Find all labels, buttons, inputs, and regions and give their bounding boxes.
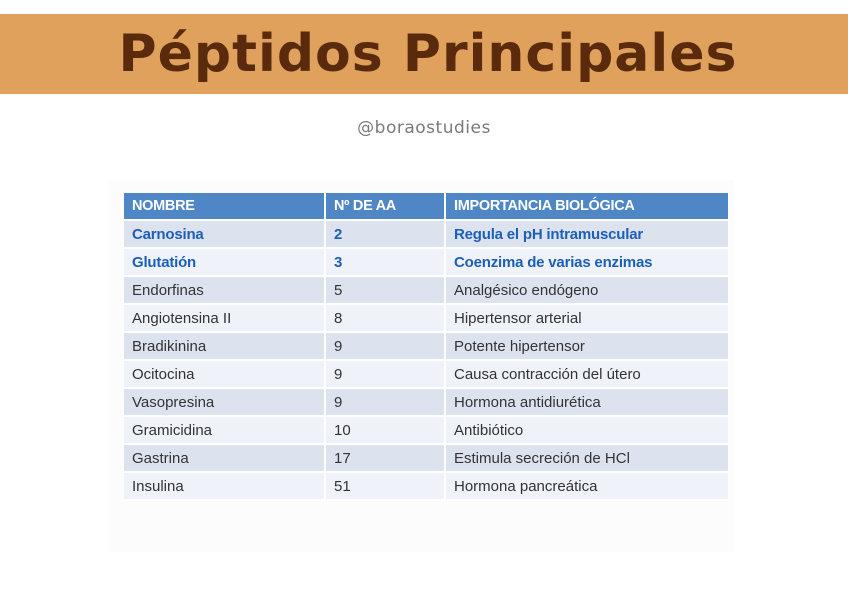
page-title: Péptidos Principales xyxy=(118,24,738,84)
cell-name: Carnosina xyxy=(124,221,326,249)
cell-name: Bradikinina xyxy=(124,333,326,361)
table-row xyxy=(124,249,728,277)
cell-aa-count: 9 xyxy=(326,389,446,417)
header-name: NOMBRE xyxy=(124,193,326,221)
cell-name: Ocitocina xyxy=(124,361,326,389)
table-row xyxy=(124,445,728,473)
cell-aa-count: 17 xyxy=(326,445,446,473)
cell-importance: Regula el pH intramuscular xyxy=(446,221,728,249)
cell-importance: Antibiótico xyxy=(446,417,728,445)
table-row xyxy=(124,389,728,417)
cell-aa-count: 9 xyxy=(326,333,446,361)
cell-name: Gastrina xyxy=(124,445,326,473)
header-aa-count: Nº DE AA xyxy=(326,193,446,221)
cell-importance: Estimula secreción de HCl xyxy=(446,445,728,473)
cell-importance: Analgésico endógeno xyxy=(446,277,728,305)
cell-aa-count: 9 xyxy=(326,361,446,389)
table-row xyxy=(124,417,728,445)
author-credit: @boraostudies xyxy=(357,118,491,138)
cell-name: Gramicidina xyxy=(124,417,326,445)
cell-aa-count: 8 xyxy=(326,305,446,333)
peptides-table xyxy=(124,193,728,501)
table-row xyxy=(124,361,728,389)
cell-name: Glutatión xyxy=(124,249,326,277)
cell-importance: Potente hipertensor xyxy=(446,333,728,361)
cell-importance: Coenzima de varias enzimas xyxy=(446,249,728,277)
cell-importance: Hipertensor arterial xyxy=(446,305,728,333)
cell-importance: Hormona antidiurética xyxy=(446,389,728,417)
table-row xyxy=(124,305,728,333)
header-importance: IMPORTANCIA BIOLÓGICA xyxy=(446,193,728,221)
table-row xyxy=(124,277,728,305)
cell-aa-count: 5 xyxy=(326,277,446,305)
cell-aa-count: 3 xyxy=(326,249,446,277)
cell-name: Insulina xyxy=(124,473,326,501)
cell-aa-count: 51 xyxy=(326,473,446,501)
table-container xyxy=(108,180,734,552)
cell-importance: Hormona pancreática xyxy=(446,473,728,501)
table-row xyxy=(124,221,728,249)
cell-aa-count: 10 xyxy=(326,417,446,445)
cell-importance: Causa contracción del útero xyxy=(446,361,728,389)
table-body xyxy=(124,221,728,501)
cell-name: Angiotensina II xyxy=(124,305,326,333)
table-header-row xyxy=(124,193,728,221)
table-row xyxy=(124,473,728,501)
cell-name: Endorfinas xyxy=(124,277,326,305)
title-banner xyxy=(0,14,848,94)
cell-name: Vasopresina xyxy=(124,389,326,417)
cell-aa-count: 2 xyxy=(326,221,446,249)
table-row xyxy=(124,333,728,361)
